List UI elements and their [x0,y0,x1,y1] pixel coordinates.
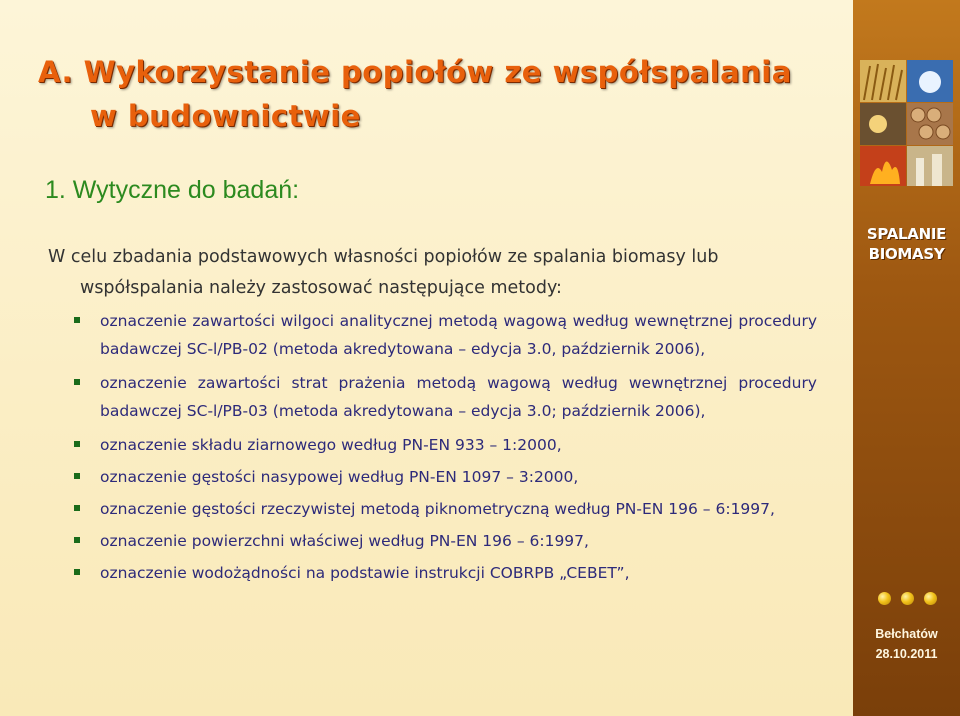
sidebar-title-line-2: BIOMASY [868,245,945,263]
square-bullet-icon [74,317,80,323]
intro-paragraph [48,242,813,304]
intro-line-1: W celu zbadania podstawowych własności popiołów ze spalania biomasy lub [48,247,719,267]
list-item [72,463,817,491]
method-text: oznaczenie gęstości nasypowej według PN-EN 1097 – 3:2000, [100,468,579,486]
list-item [72,559,817,587]
sidebar-panel [853,0,960,716]
event-location: Bełchatów [875,627,938,641]
log-end-icon [927,108,941,122]
cooling-tower-icon [916,158,924,186]
method-text: oznaczenie zawartości strat prażenia metodą wagową według wewnętrznej procedury badawczej SC-l/PB-03 (metoda akredytowana – edycja 3.0; październik 2006), [100,374,817,420]
method-text: oznaczenie zawartości wilgoci analitycznej metodą wagową według wewnętrznej procedury badawczej SC-l/PB-02 (metoda akredytowana – edycja 3.0, październik 2006), [100,312,817,358]
square-bullet-icon [74,537,80,543]
sidebar-title [853,224,960,264]
method-text: oznaczenie powierzchni właściwej według PN-EN 196 – 6:1997, [100,532,589,550]
decorative-dots [878,592,938,606]
sidebar-footer [853,624,960,664]
slide-title-line-2: w budownictwie [90,99,361,133]
gold-dot-icon [901,592,914,605]
gold-dot-icon [924,592,937,605]
section-heading: 1. Wytyczne do badań: [45,176,300,204]
square-bullet-icon [74,379,80,385]
list-item [72,307,817,363]
lightbulb-icon [919,71,941,93]
methods-list [72,307,817,591]
list-item [72,527,817,555]
square-bullet-icon [74,473,80,479]
square-bullet-icon [74,569,80,575]
square-bullet-icon [74,441,80,447]
intro-line-2: współspalania należy zastosować następujące metody: [80,278,562,298]
gold-dot-icon [878,592,891,605]
list-item [72,495,817,523]
log-end-icon [911,108,925,122]
slide-title [38,50,838,138]
square-bullet-icon [74,505,80,511]
sidebar-title-line-1: SPALANIE [866,225,947,243]
cooling-tower-icon [932,154,942,186]
method-text: oznaczenie składu ziarnowego według PN-EN 933 – 1:2000, [100,436,562,454]
biomass-photo-collage [860,60,953,186]
method-text: oznaczenie gęstości rzeczywistej metodą piknometryczną według PN-EN 196 – 6:1997, [100,500,775,518]
method-text: oznaczenie wodożądności na podstawie instrukcji COBRPB „CEBET”, [100,564,630,582]
plant-photo [907,146,953,186]
list-item [72,431,817,459]
glow-icon [869,115,887,133]
slide-title-line-1: A. Wykorzystanie popiołów ze współspalania [38,55,792,89]
list-item [72,369,817,425]
event-date: 28.10.2011 [875,647,938,661]
log-end-icon [919,125,933,139]
log-end-icon [936,125,950,139]
